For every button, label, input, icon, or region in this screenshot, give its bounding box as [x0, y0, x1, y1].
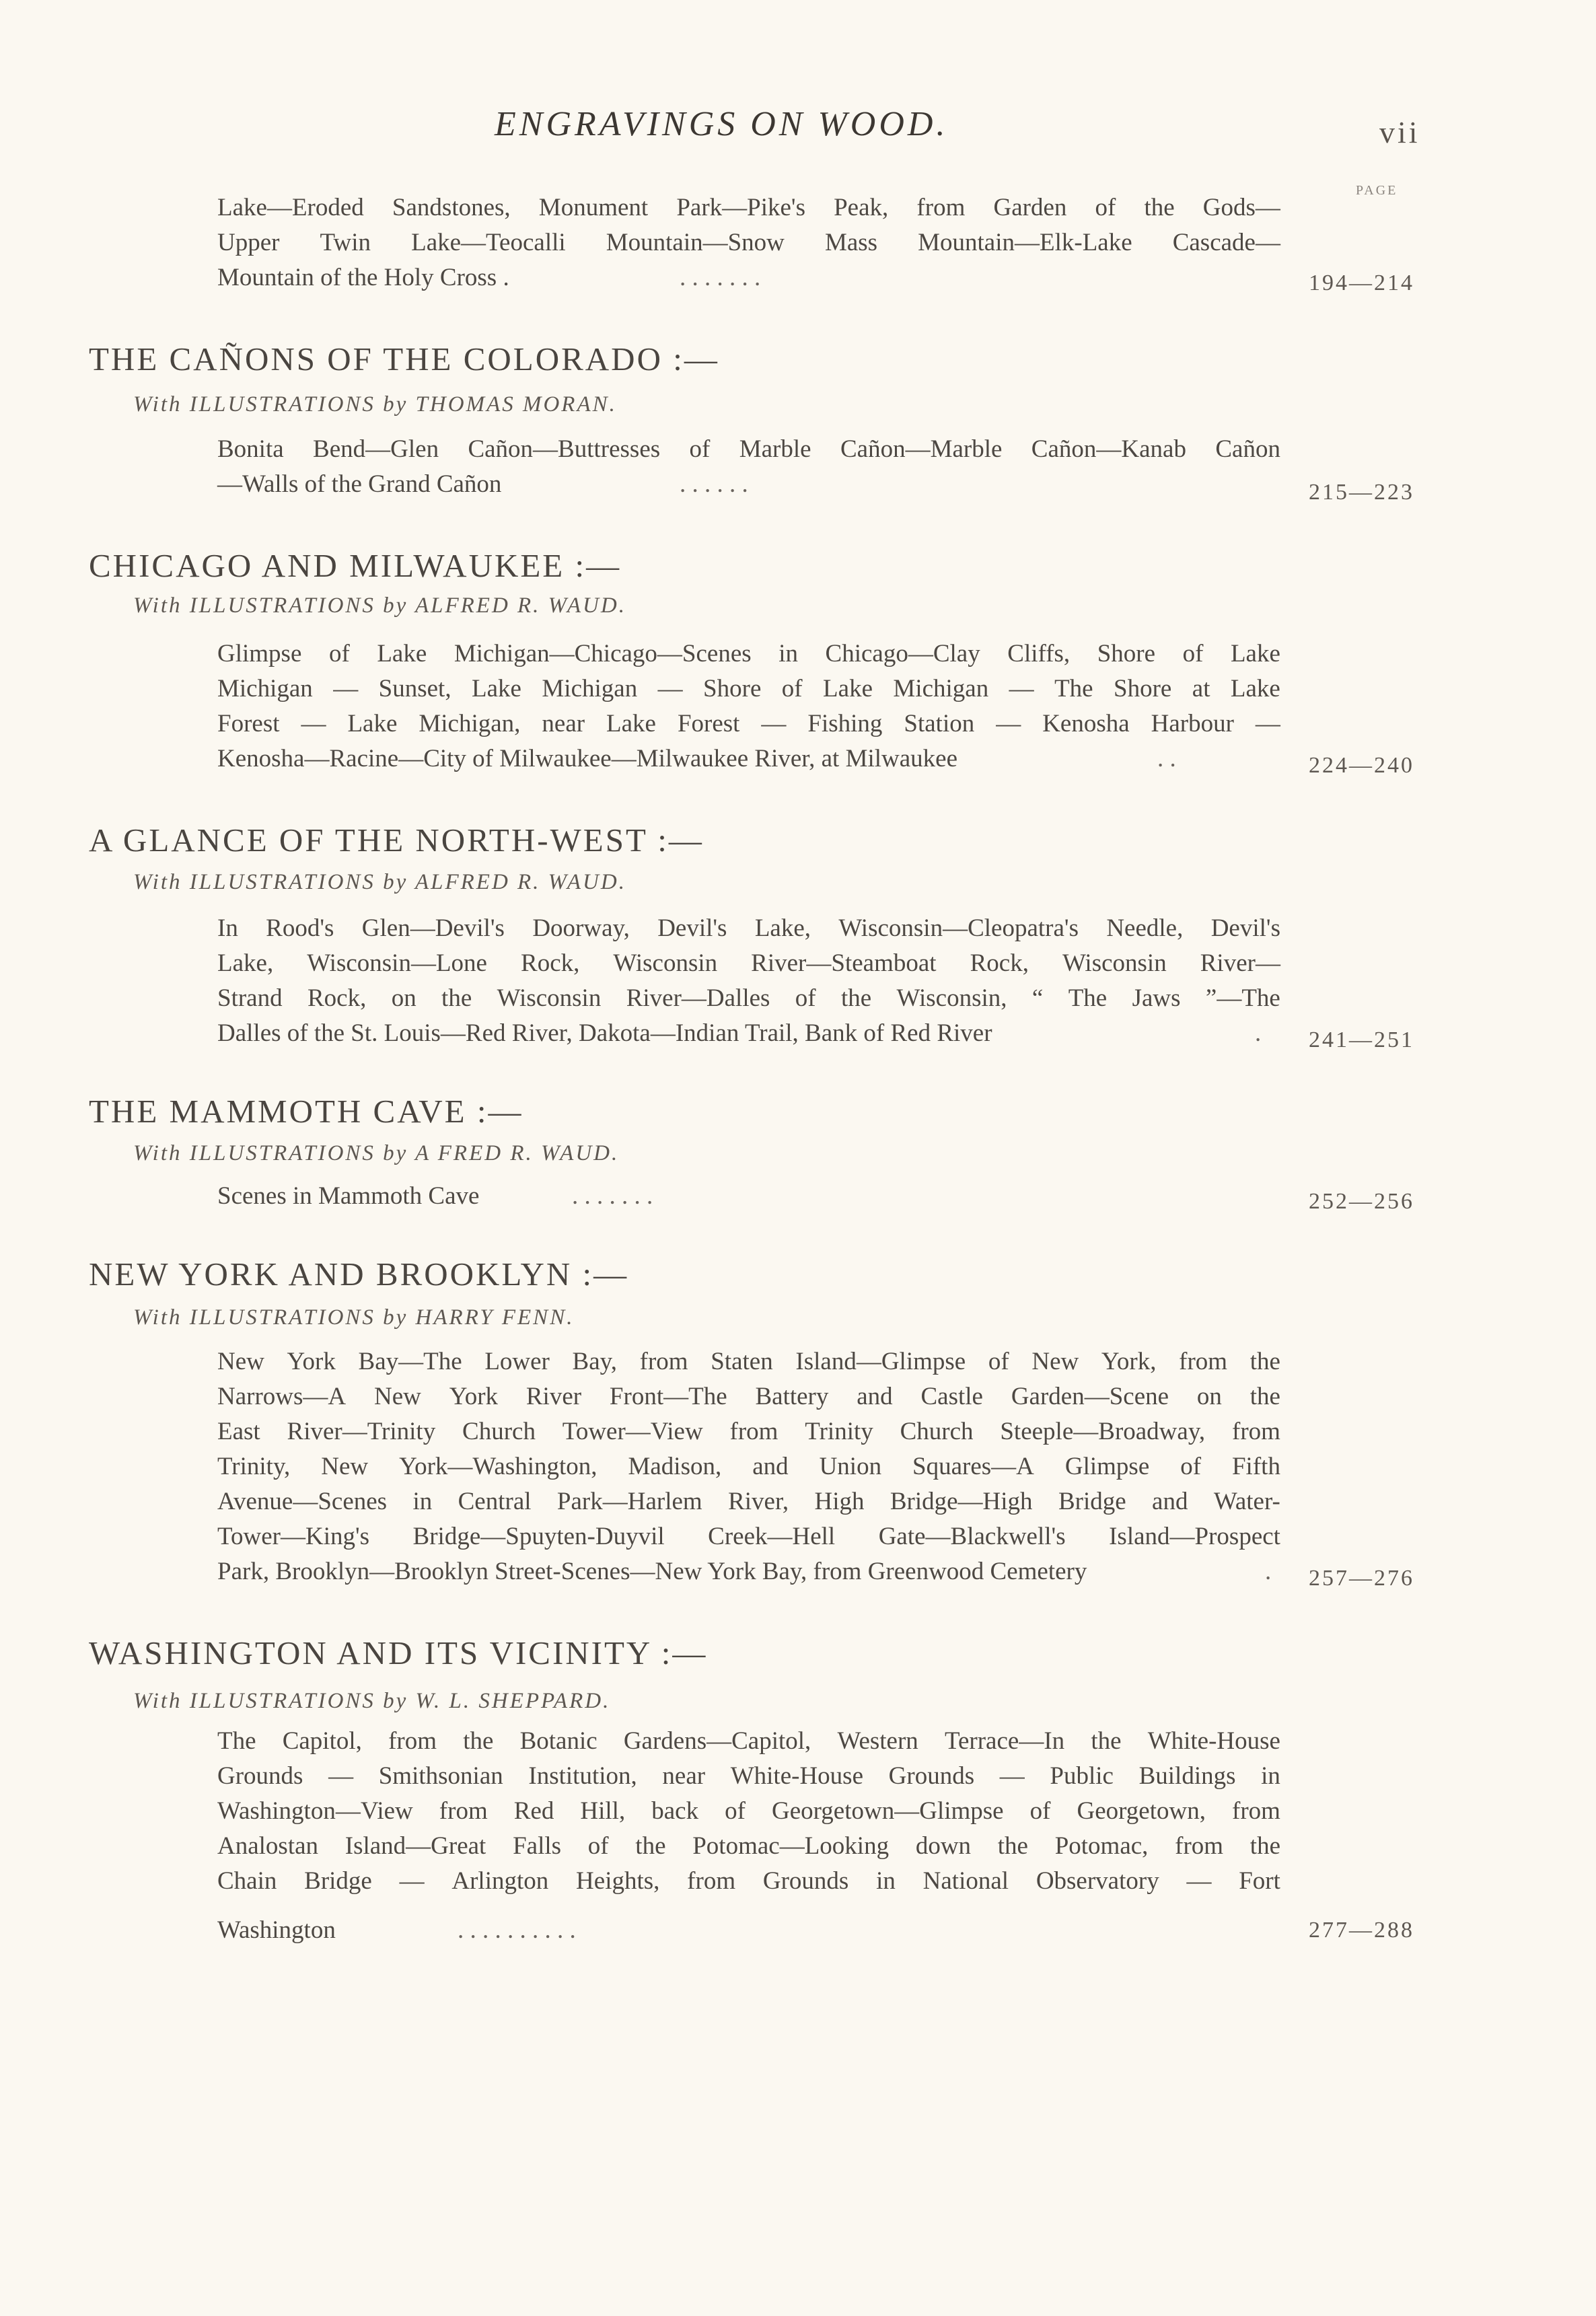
word: of — [1182, 640, 1204, 667]
page-range: 241—251 — [1309, 1027, 1414, 1052]
dot-leaders: . . . . . . — [680, 470, 748, 498]
entry-line — [217, 707, 1280, 741]
word: Fishing — [807, 710, 883, 737]
entry-last-line: Scenes in Mammoth Cave — [217, 1182, 480, 1210]
word: Monument — [538, 194, 649, 221]
word: White-House — [1147, 1727, 1280, 1755]
word: Peak, — [834, 194, 889, 221]
word: River—Trinity — [287, 1418, 436, 1445]
word: of — [1095, 194, 1116, 221]
word: Public — [1050, 1762, 1114, 1790]
word: in — [412, 1488, 433, 1515]
word: In — [217, 914, 238, 942]
word: Lake — [347, 710, 398, 737]
word: Georgetown—Glimpse — [772, 1797, 1004, 1825]
section-heading: A GLANCE OF THE NORTH-WEST :— — [89, 822, 704, 859]
illustrator-line: With ILLUSTRATIONS by ALFRED R. WAUD. — [133, 870, 626, 894]
word: Garden—Scene — [1011, 1383, 1169, 1410]
word: from — [1232, 1797, 1280, 1825]
entry-line — [217, 1379, 1280, 1414]
word: Bend—Glen — [313, 435, 439, 463]
word: Front—The — [609, 1383, 727, 1410]
word: — — [333, 675, 359, 702]
illustrator-line: With ILLUSTRATIONS by W. L. SHEPPARD. — [133, 1689, 611, 1713]
word: York — [449, 1383, 499, 1410]
word: Glen—Devil's — [361, 914, 505, 942]
illustrator-line: With ILLUSTRATIONS by A FRED R. WAUD. — [133, 1141, 620, 1165]
word: from — [916, 194, 966, 221]
word: Wisconsin — [613, 949, 718, 977]
word: and — [1152, 1488, 1188, 1515]
word: Lake — [377, 640, 427, 667]
word: Lake — [606, 710, 656, 737]
word: Kenosha — [1042, 710, 1130, 737]
word: Doorway, — [532, 914, 630, 942]
entry-line — [217, 911, 1280, 946]
dot-leaders: . — [1265, 1558, 1272, 1585]
entry-last-line: Park, Brooklyn—Brooklyn Street-Scenes—New York Bay, from Greenwood Cemetery — [217, 1558, 1087, 1585]
word: Analostan — [217, 1832, 319, 1860]
word: Lake, — [754, 914, 811, 942]
word: Trinity — [805, 1418, 873, 1445]
word: The — [1054, 675, 1093, 702]
word: River—Dalles — [626, 984, 770, 1012]
word: of — [988, 1348, 1009, 1375]
word: Wisconsin — [497, 984, 602, 1012]
word: Rock, — [307, 984, 367, 1012]
entry-line — [217, 1794, 1280, 1829]
word: Rock, — [970, 949, 1029, 977]
word: at — [1192, 675, 1210, 702]
word: Bridge — [1058, 1488, 1126, 1515]
entry-line — [217, 1759, 1280, 1794]
word: Hill, — [580, 1797, 626, 1825]
word: from — [439, 1797, 488, 1825]
word: Michigan — [542, 675, 638, 702]
word: in — [778, 640, 798, 667]
word: Capitol, — [282, 1727, 362, 1755]
word: Fort — [1239, 1867, 1280, 1895]
word: Harbour — [1151, 710, 1234, 737]
word: Marble — [739, 435, 811, 463]
word: the — [840, 984, 872, 1012]
word: from — [388, 1727, 437, 1755]
word: back — [651, 1797, 699, 1825]
word: near — [542, 710, 585, 737]
entry-line — [217, 1829, 1280, 1864]
entry-line — [217, 190, 1280, 225]
word: Garden — [993, 194, 1067, 221]
word: Trinity, — [217, 1453, 291, 1480]
entry-line — [217, 1414, 1280, 1449]
page-range: 252—256 — [1309, 1189, 1414, 1214]
word: — — [1186, 1867, 1212, 1895]
word: from — [639, 1348, 688, 1375]
page-range: 257—276 — [1309, 1566, 1414, 1591]
word: Mountain—Snow — [606, 229, 785, 256]
word: Jaws — [1132, 984, 1181, 1012]
word: River, — [728, 1488, 789, 1515]
word: Union — [819, 1453, 882, 1480]
word: Staten — [711, 1348, 773, 1375]
dot-leaders: . . . . . . . — [680, 264, 761, 291]
page-range: 224—240 — [1309, 753, 1414, 778]
word: on — [391, 984, 416, 1012]
word: Bay, — [572, 1348, 617, 1375]
word: Grounds — [762, 1867, 849, 1895]
word: York, — [1101, 1348, 1157, 1375]
word: the — [1091, 1727, 1122, 1755]
word: Cañon — [1215, 435, 1280, 463]
word: Chain — [217, 1867, 277, 1895]
word: Church — [462, 1418, 536, 1445]
word: Michigan — [893, 675, 989, 702]
section-heading: THE CAÑONS OF THE COLORADO :— — [89, 340, 719, 377]
word: Sunset, — [378, 675, 451, 702]
word: White-House — [730, 1762, 864, 1790]
word: Potomac—Looking — [692, 1832, 890, 1860]
word: Tower—King's — [217, 1523, 370, 1550]
word: Needle, — [1106, 914, 1184, 942]
word: Smithsonian — [378, 1762, 503, 1790]
word: in — [876, 1867, 896, 1895]
word: — — [761, 710, 787, 737]
word: Bridge—Spuyten-Duyvil — [412, 1523, 665, 1550]
word: Madison, — [628, 1453, 722, 1480]
word: Observatory — [1036, 1867, 1159, 1895]
word: Cañon—Kanab — [1031, 435, 1186, 463]
word: Bridge — [304, 1867, 372, 1895]
word: Church — [900, 1418, 974, 1445]
word: Western — [837, 1727, 918, 1755]
word: the — [1249, 1383, 1280, 1410]
entry-line — [217, 946, 1280, 981]
word: — — [996, 710, 1021, 737]
word: Gardens—Capitol, — [623, 1727, 811, 1755]
entry-line — [217, 981, 1280, 1016]
word: Buildings — [1138, 1762, 1236, 1790]
word: the — [1249, 1832, 1280, 1860]
entry-line — [217, 1484, 1280, 1519]
entry-line — [217, 672, 1280, 707]
word: River — [525, 1383, 582, 1410]
word: Cañon—Marble — [840, 435, 1003, 463]
word: Bonita — [217, 435, 284, 463]
word: Shore — [1114, 675, 1172, 702]
word: Red — [513, 1797, 554, 1825]
entry-last-line: Washington — [217, 1916, 336, 1944]
word: and — [752, 1453, 789, 1480]
word: “ — [1031, 984, 1044, 1012]
word: Arlington — [451, 1867, 549, 1895]
word: — — [399, 1867, 425, 1895]
word: York — [287, 1348, 336, 1375]
word: River— — [1200, 949, 1280, 977]
page-range: 215—223 — [1309, 480, 1414, 505]
entry-last-line: Dalles of the St. Louis—Red River, Dakota—Indian Trail, Bank of Red River — [217, 1019, 992, 1047]
word: Bridge—High — [890, 1488, 1033, 1515]
entry-line — [217, 1449, 1280, 1484]
word: Devil's — [1210, 914, 1280, 942]
word: Lake, — [217, 949, 274, 977]
word: Shore — [703, 675, 762, 702]
word: Upper — [217, 229, 280, 256]
word: New — [1031, 1348, 1079, 1375]
word: Park—Pike's — [676, 194, 805, 221]
word: Grounds — [217, 1762, 303, 1790]
word: down — [915, 1832, 972, 1860]
entry-line — [217, 637, 1280, 672]
word: Lake—Teocalli — [411, 229, 566, 256]
word: Lake — [1230, 675, 1280, 702]
entry-last-line: Mountain of the Holy Cross . — [217, 264, 509, 291]
word: Water- — [1213, 1488, 1280, 1515]
page-range: 194—214 — [1309, 270, 1414, 295]
word: Castle — [920, 1383, 983, 1410]
word: Michigan — [217, 675, 313, 702]
word: from — [1179, 1348, 1228, 1375]
word: of — [795, 984, 816, 1012]
word: Forest — [677, 710, 740, 737]
section-heading: CHICAGO AND MILWAUKEE :— — [89, 547, 622, 584]
word: Steeple—Broadway, — [1000, 1418, 1206, 1445]
word: Grounds — [888, 1762, 975, 1790]
word: Shore — [1097, 640, 1156, 667]
word: Wisconsin — [1062, 949, 1167, 977]
word: Island—Great — [344, 1832, 486, 1860]
word: of — [1029, 1797, 1051, 1825]
word: Michigan—Chicago—Scenes — [454, 640, 752, 667]
section-heading: NEW YORK AND BROOKLYN :— — [89, 1256, 629, 1293]
word: the — [1144, 194, 1175, 221]
entry-last-line: —Walls of the Grand Cañon — [217, 470, 502, 498]
word: Station — [904, 710, 975, 737]
running-title: ENGRAVINGS ON WOOD. — [495, 105, 949, 143]
word: Washington—View — [217, 1797, 413, 1825]
word: Wisconsin, — [896, 984, 1007, 1012]
dot-leaders: . — [1255, 1019, 1262, 1047]
section-heading: THE MAMMOTH CAVE :— — [89, 1093, 523, 1130]
word: Glimpse — [217, 640, 302, 667]
word: of — [328, 640, 350, 667]
word: of — [1180, 1453, 1202, 1480]
word: Gods— — [1202, 194, 1280, 221]
word: The — [217, 1727, 256, 1755]
entry-line — [217, 225, 1280, 260]
word: Lake—Eroded — [217, 194, 364, 221]
word: from — [729, 1418, 778, 1445]
word: from — [1175, 1832, 1224, 1860]
word: Forest — [217, 710, 280, 737]
word: — — [1255, 710, 1280, 737]
dot-leaders: . . — [1157, 745, 1176, 772]
word: Lower — [484, 1348, 550, 1375]
word: Wisconsin—Cleopatra's — [838, 914, 1079, 942]
word: Cañon—Buttresses — [468, 435, 661, 463]
word: National — [922, 1867, 1009, 1895]
word: Creek—Hell — [708, 1523, 836, 1550]
word: near — [662, 1762, 706, 1790]
entry-line — [217, 1519, 1280, 1554]
word: Gate—Blackwell's — [878, 1523, 1066, 1550]
entry-line — [217, 1344, 1280, 1379]
word: — — [328, 1762, 354, 1790]
word: on — [1196, 1383, 1222, 1410]
dot-leaders: . . . . . . . — [572, 1182, 653, 1210]
word: in — [1261, 1762, 1280, 1790]
word: — — [1009, 675, 1034, 702]
word: Narrows—A — [217, 1383, 347, 1410]
word: Potomac, — [1054, 1832, 1149, 1860]
word: Central — [458, 1488, 532, 1515]
word: Tower—View — [562, 1418, 703, 1445]
word: — — [657, 675, 683, 702]
word: Twin — [320, 229, 371, 256]
word: Battery — [755, 1383, 829, 1410]
word: Chicago—Clay — [825, 640, 980, 667]
section-heading: WASHINGTON AND ITS VICINITY :— — [89, 1634, 708, 1671]
entry-line — [217, 1724, 1280, 1759]
word: Falls — [513, 1832, 562, 1860]
word: The — [1068, 984, 1108, 1012]
word: High — [814, 1488, 865, 1515]
word: the — [997, 1832, 1028, 1860]
word: Lake — [823, 675, 873, 702]
word: New — [217, 1348, 264, 1375]
word: East — [217, 1418, 260, 1445]
word: Park—Harlem — [556, 1488, 702, 1515]
word: Georgetown, — [1077, 1797, 1206, 1825]
word: Devil's — [657, 914, 727, 942]
word: Lake — [472, 675, 521, 702]
word: Mass — [824, 229, 878, 256]
word: Strand — [217, 984, 283, 1012]
illustrator-line: With ILLUSTRATIONS by HARRY FENN. — [133, 1305, 575, 1330]
word: Island—Glimpse — [795, 1348, 966, 1375]
word: of — [587, 1832, 609, 1860]
entry-last-line: Kenosha—Racine—City of Milwaukee—Milwaukee River, at Milwaukee — [217, 745, 958, 772]
word: New — [321, 1453, 369, 1480]
word: Avenue—Scenes — [217, 1488, 388, 1515]
word: Rock, — [521, 949, 580, 977]
word: Squares—A — [912, 1453, 1034, 1480]
word: Mountain—Elk-Lake — [918, 229, 1132, 256]
word: Bay—The — [358, 1348, 462, 1375]
entry-line — [217, 432, 1280, 467]
word: Botanic — [519, 1727, 597, 1755]
word: York—Washington, — [399, 1453, 597, 1480]
page-range: 277—288 — [1309, 1918, 1414, 1943]
word: Wisconsin—Lone — [307, 949, 487, 977]
word: Heights, — [576, 1867, 660, 1895]
word: Michigan, — [419, 710, 521, 737]
word: Institution, — [528, 1762, 637, 1790]
word: New — [373, 1383, 421, 1410]
word: the — [463, 1727, 494, 1755]
entry-line — [217, 1864, 1280, 1899]
word: — — [301, 710, 326, 737]
word: Glimpse — [1064, 1453, 1150, 1480]
word: of — [689, 435, 711, 463]
word: the — [1249, 1348, 1280, 1375]
word: of — [725, 1797, 746, 1825]
word: from — [687, 1867, 736, 1895]
page-number: vii — [1379, 115, 1420, 149]
illustrator-line: With ILLUSTRATIONS by ALFRED R. WAUD. — [133, 593, 626, 618]
word: the — [441, 984, 472, 1012]
word: of — [781, 675, 803, 702]
word: River—Steamboat — [751, 949, 937, 977]
dot-leaders: . . . . . . . . . . — [458, 1916, 576, 1944]
page-column-label: PAGE — [1356, 183, 1398, 198]
word: Terrace—In — [944, 1727, 1065, 1755]
word: Sandstones, — [392, 194, 511, 221]
word: and — [857, 1383, 893, 1410]
word: Cascade— — [1172, 229, 1280, 256]
illustrator-line: With ILLUSTRATIONS by THOMAS MORAN. — [133, 392, 617, 417]
word: — — [999, 1762, 1025, 1790]
word: Cliffs, — [1007, 640, 1071, 667]
word: from — [1232, 1418, 1280, 1445]
word: ”—The — [1205, 984, 1280, 1012]
word: Island—Prospect — [1109, 1523, 1280, 1550]
word: Rood's — [266, 914, 334, 942]
word: Fifth — [1231, 1453, 1280, 1480]
word: the — [635, 1832, 666, 1860]
word: Lake — [1230, 640, 1280, 667]
